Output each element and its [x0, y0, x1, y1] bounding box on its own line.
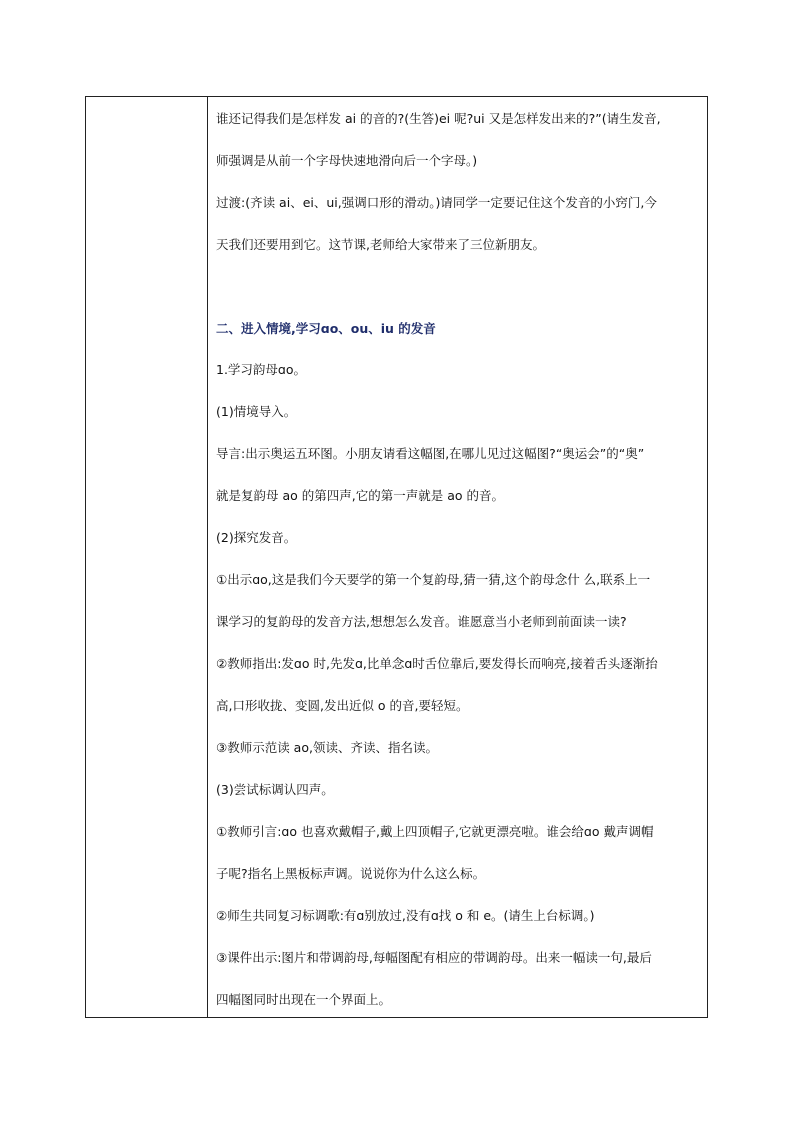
text-line: (1)情境导入。: [216, 404, 297, 419]
text-line: 过渡:(齐读 ai、ei、ui,强调口形的滑动。)请同学一定要记住这个发音的小窍门,今: [216, 195, 657, 210]
lesson-table: [85, 96, 708, 1018]
text-line: ②师生共同复习标调歌:有ɑ别放过,没有ɑ找 o 和 e。(请生上台标调。): [216, 908, 595, 923]
text-line: ③教师示范读 ao,领读、齐读、指名读。: [216, 740, 438, 755]
text-line: 1.学习韵母ɑo。: [216, 362, 307, 377]
text-line: ①出示ɑo,这是我们今天要学的第一个复韵母,猜一猜,这个韵母念什 么,联系上一: [216, 572, 651, 587]
text-line: ①教师引言:ɑo 也喜欢戴帽子,戴上四顶帽子,它就更漂亮啦。谁会给ɑo 戴声调帽: [216, 824, 654, 839]
section-heading: 二、进入情境,学习ɑo、ou、iu 的发音: [216, 321, 436, 336]
text-line: 谁还记得我们是怎样发 ai 的音的?(生答)ei 呢?ui 又是怎样发出来的?”(请生发音,: [216, 111, 661, 126]
text-line: ③课件出示:图片和带调韵母,每幅图配有相应的带调韵母。出来一幅读一句,最后: [216, 950, 652, 965]
text-line: ②教师指出:发ɑo 时,先发ɑ,比单念ɑ时舌位靠后,要发得长而响亮,接着舌头逐渐抬: [216, 656, 658, 671]
text-line: 天我们还要用到它。这节课,老师给大家带来了三位新朋友。: [216, 237, 545, 252]
text-line: 高,口形收拢、变圆,发出近似 o 的音,要轻短。: [216, 698, 469, 713]
text-line: 师强调是从前一个字母快速地滑向后一个字母。): [216, 153, 478, 168]
text-line: 就是复韵母 ao 的第四声,它的第一声就是 ao 的音。: [216, 488, 504, 503]
text-line: 子呢?指名上黑板标声调。说说你为什么这么标。: [216, 866, 486, 881]
text-line: 课学习的复韵母的发音方法,想想怎么发音。谁愿意当小老师到前面读一读?: [216, 614, 627, 629]
text-line: (3)尝试标调认四声。: [216, 782, 334, 797]
text-line: (2)探究发音。: [216, 530, 297, 545]
table-left-column: [86, 97, 208, 1017]
text-line: 四幅图同时出现在一个界面上。: [216, 992, 392, 1007]
text-line: 导言:出示奥运五环图。小朋友请看这幅图,在哪儿见过这幅图?“奥运会”的“奥”: [216, 446, 645, 461]
table-content-column: [208, 97, 707, 1017]
